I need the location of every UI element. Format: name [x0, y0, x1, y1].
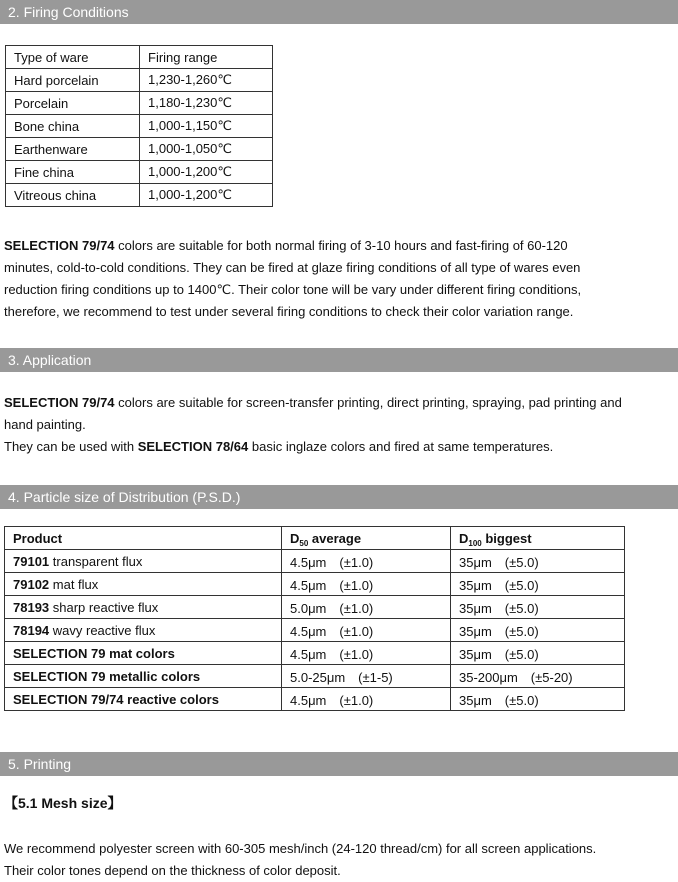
cell-d50: 5.0-25μm (±1-5) [282, 665, 451, 688]
product-name: SELECTION 79/74 [4, 238, 115, 253]
section-title-application: 3. Application [0, 348, 678, 372]
cell-d50: 4.5μm (±1.0) [282, 550, 451, 573]
table-row [6, 161, 273, 184]
table-row [6, 138, 273, 161]
table-row [5, 573, 625, 596]
header-type-of-ware: Type of ware [6, 46, 140, 69]
firing-paragraph-line: reduction firing conditions up to 1400℃. Their color tone will be vary under different firing conditions, [4, 282, 582, 297]
cell-d100: 35μm (±5.0) [451, 550, 625, 573]
table-row [6, 115, 273, 138]
section-title-firing-conditions: 2. Firing Conditions [0, 0, 678, 24]
cell-product: 78193 sharp reactive flux [5, 596, 282, 619]
cell-product: 79102 mat flux [5, 573, 282, 596]
cell-ware: Bone china [6, 115, 140, 138]
cell-d50: 4.5μm (±1.0) [282, 573, 451, 596]
firing-paragraph-line: SELECTION 79/74 colors are suitable for both normal firing of 3-10 hours and fast-firing of 60-120 [4, 238, 568, 253]
firing-paragraph-line: minutes, cold-to-cold conditions. They can be fired at glaze firing conditions of all type of wares even [4, 260, 581, 275]
printing-paragraph-line: Their color tones depend on the thickness of color deposit. [4, 863, 341, 878]
application-paragraph-line: SELECTION 79/74 colors are suitable for screen-transfer printing, direct printing, spraying, pad printing and [4, 395, 622, 410]
table-row [5, 619, 625, 642]
section-title-psd: 4. Particle size of Distribution (P.S.D.) [0, 485, 678, 509]
cell-ware: Porcelain [6, 92, 140, 115]
cell-range: 1,000-1,050℃ [140, 138, 273, 161]
application-paragraph [4, 392, 676, 458]
table-row [5, 688, 625, 711]
application-paragraph-line: hand painting. [4, 417, 86, 432]
cell-d100: 35μm (±5.0) [451, 642, 625, 665]
subheading-mesh-size: 【5.1 Mesh size】 [4, 795, 122, 811]
cell-product: SELECTION 79/74 reactive colors [5, 688, 282, 711]
firing-paragraph-line: therefore, we recommend to test under several firing conditions to check their color variation range. [4, 304, 574, 319]
cell-d50: 5.0μm (±1.0) [282, 596, 451, 619]
cell-ware: Hard porcelain [6, 69, 140, 92]
firing-paragraph [4, 235, 676, 323]
table-header-row [5, 527, 625, 550]
table-row [6, 69, 273, 92]
table-row [6, 184, 273, 207]
cell-ware: Fine china [6, 161, 140, 184]
cell-range: 1,230-1,260℃ [140, 69, 273, 92]
header-firing-range: Firing range [140, 46, 273, 69]
cell-d50: 4.5μm (±1.0) [282, 688, 451, 711]
table-row [5, 550, 625, 573]
product-name: SELECTION 79/74 [4, 395, 115, 410]
cell-ware: Earthenware [6, 138, 140, 161]
product-name: SELECTION 78/64 [137, 439, 249, 454]
table-row [6, 92, 273, 115]
cell-d50: 4.5μm (±1.0) [282, 619, 451, 642]
cell-d50: 4.5μm (±1.0) [282, 642, 451, 665]
cell-range: 1,000-1,150℃ [140, 115, 273, 138]
cell-d100: 35-200μm (±5-20) [451, 665, 625, 688]
header-d50: $D_{50}$ average [282, 527, 451, 550]
printing-paragraph [4, 838, 676, 882]
cell-d100: 35μm (±5.0) [451, 596, 625, 619]
firing-conditions-table [5, 45, 273, 207]
cell-product: SELECTION 79 metallic colors [5, 665, 282, 688]
table-header-row [6, 46, 273, 69]
cell-product: SELECTION 79 mat colors [5, 642, 282, 665]
header-product: Product [5, 527, 282, 550]
table-row [5, 596, 625, 619]
cell-range: 1,000-1,200℃ [140, 184, 273, 207]
cell-range: 1,000-1,200℃ [140, 161, 273, 184]
header-d100: $D_{100}$ biggest [451, 527, 625, 550]
application-paragraph-line: They can be used with SELECTION 78/64 basic inglaze colors and fired at same temperatures. [4, 439, 554, 454]
table-row [5, 665, 625, 688]
cell-ware: Vitreous china [6, 184, 140, 207]
cell-product: 78194 wavy reactive flux [5, 619, 282, 642]
cell-d100: 35μm (±5.0) [451, 619, 625, 642]
cell-range: 1,180-1,230℃ [140, 92, 273, 115]
table-row [5, 642, 625, 665]
cell-d100: 35μm (±5.0) [451, 688, 625, 711]
cell-d100: 35μm (±5.0) [451, 573, 625, 596]
psd-table [4, 526, 625, 711]
printing-paragraph-line: We recommend polyester screen with 60-305 mesh/inch (24-120 thread/cm) for all screen applications. [4, 841, 597, 856]
section-title-printing: 5. Printing [0, 752, 678, 776]
cell-product: 79101 transparent flux [5, 550, 282, 573]
